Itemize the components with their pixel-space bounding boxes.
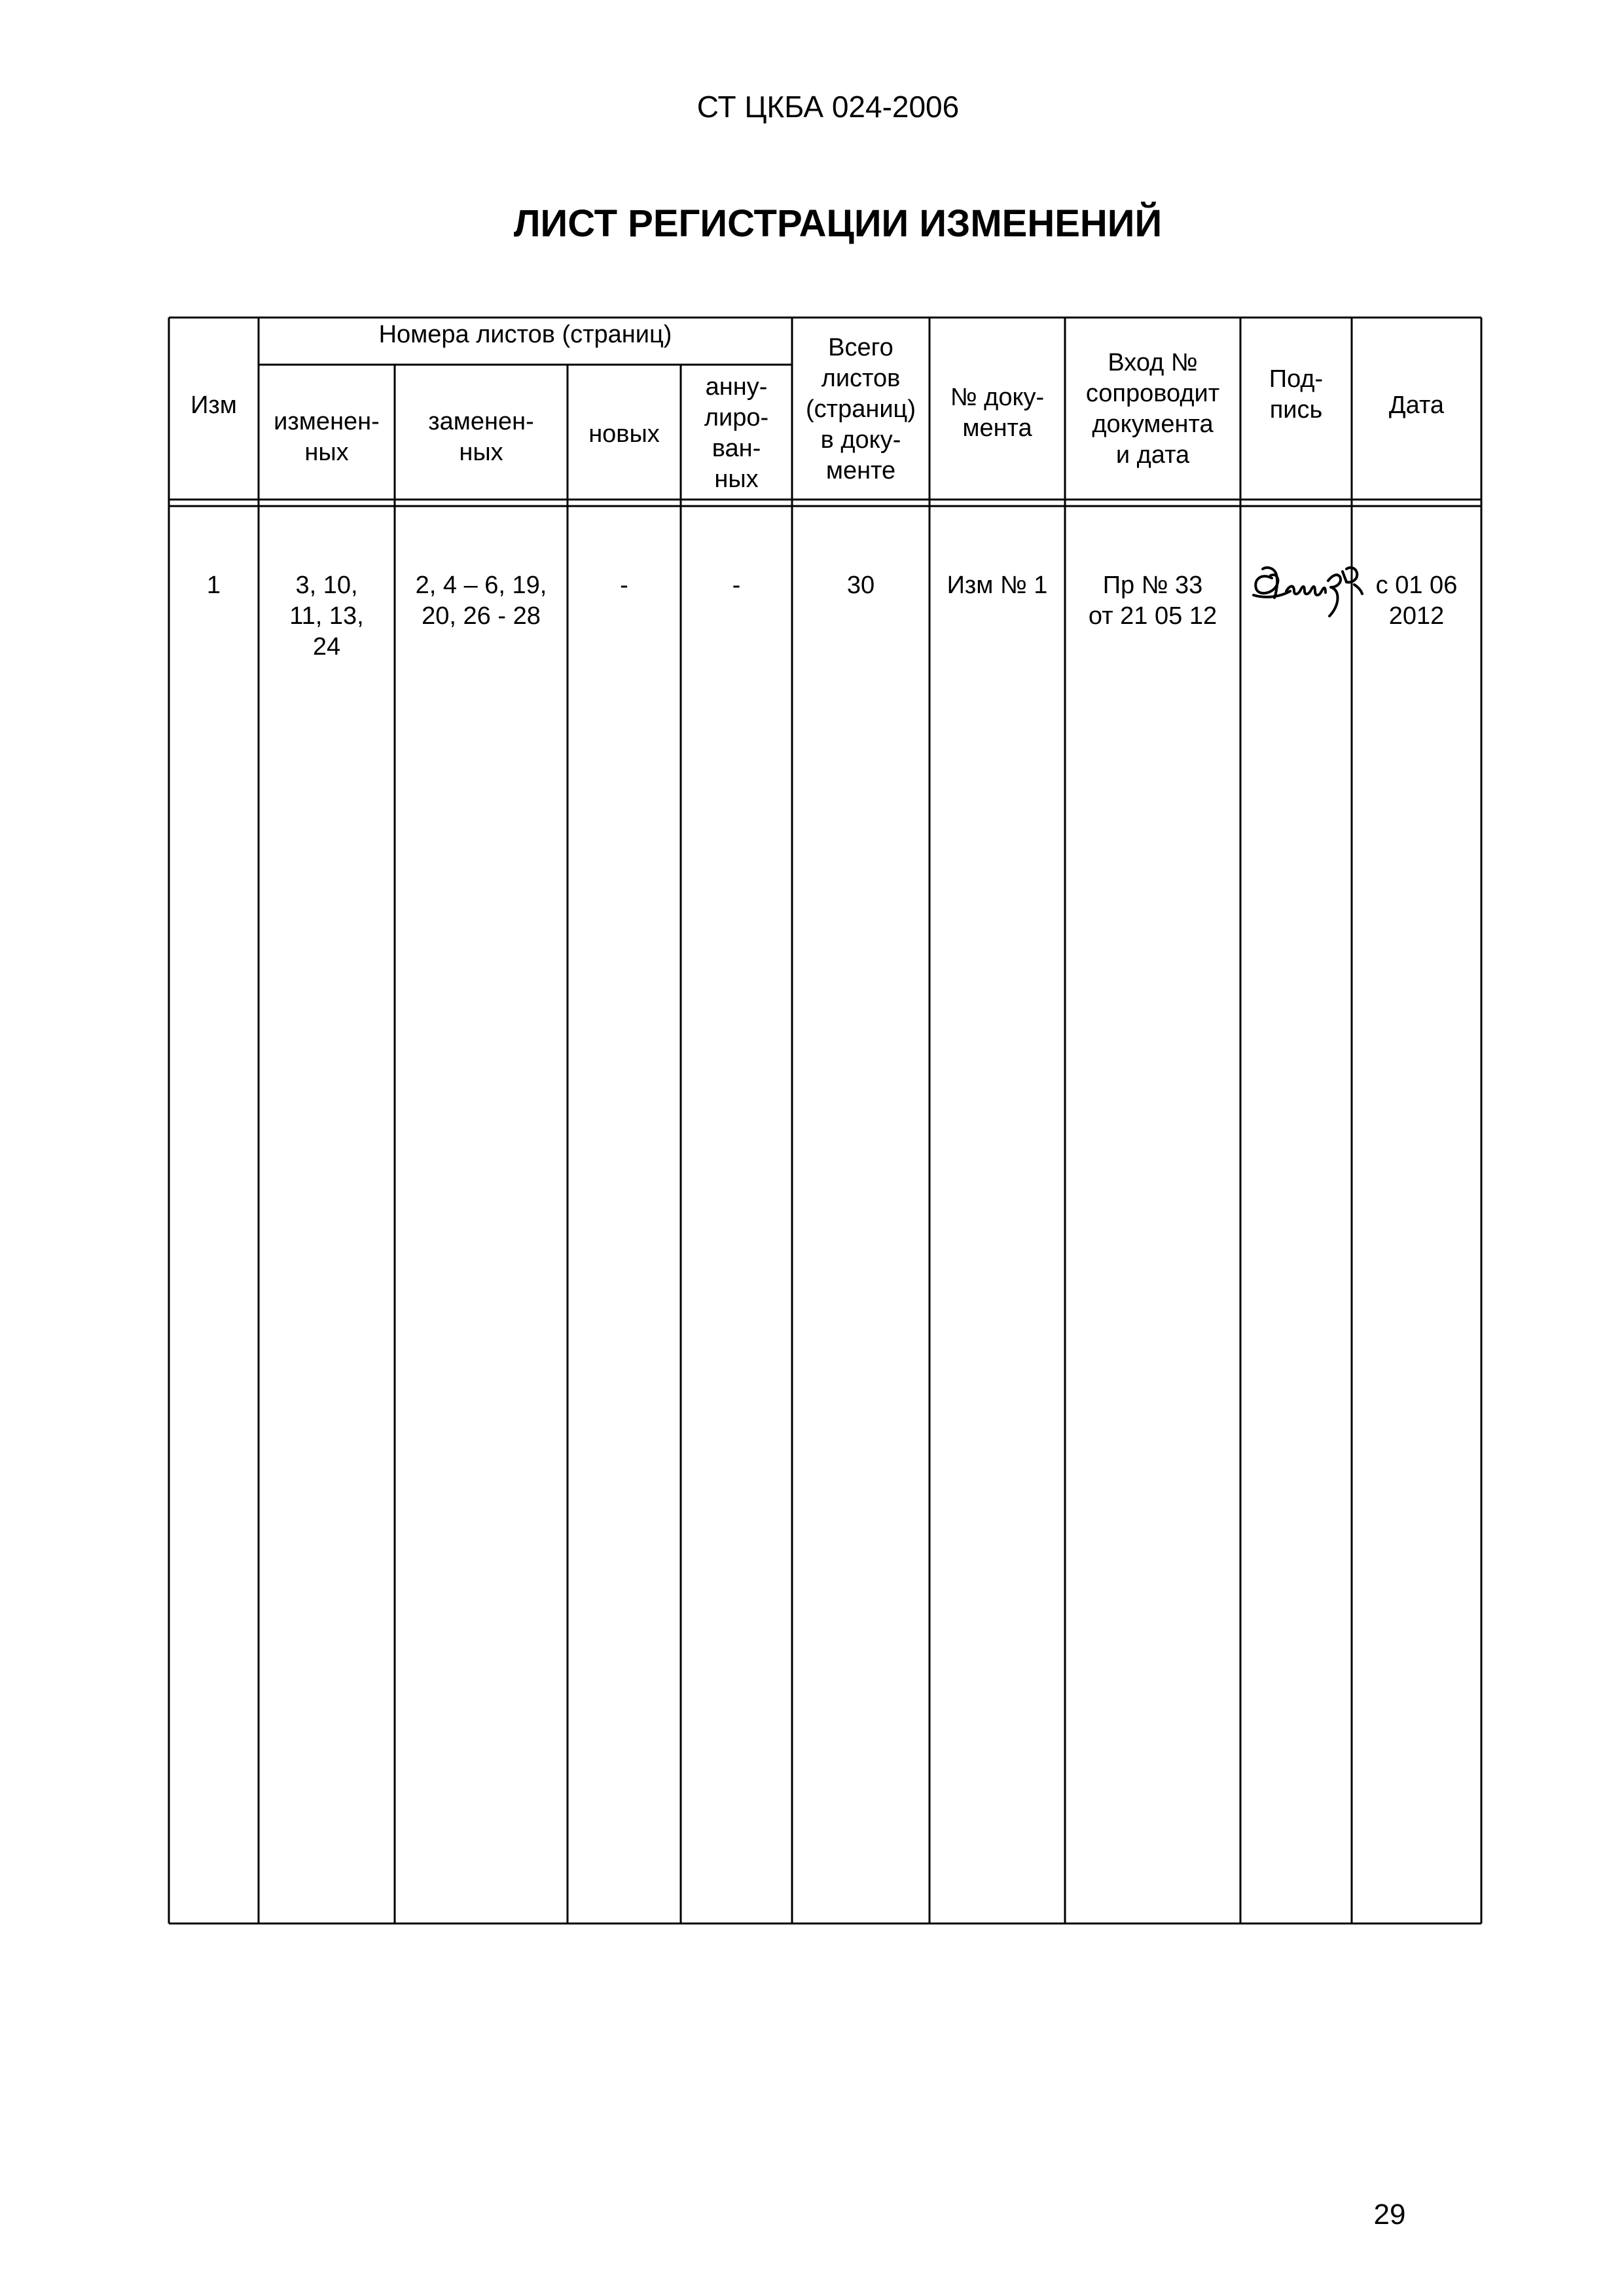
header-annulled: анну- лиро- ван- ных xyxy=(704,373,769,493)
row-change-number: 1 xyxy=(206,572,221,599)
header-date: Дата xyxy=(1388,392,1445,419)
header-document-number: № доку- мента xyxy=(950,384,1045,442)
row-replaced-sheets: 2, 4 – 6, 19, 20, 26 - 28 xyxy=(415,572,547,630)
header-sheet-numbers-group: Номера листов (страниц) xyxy=(378,321,672,348)
document-code: СТ ЦКБА 024-2006 xyxy=(696,90,960,124)
row-changed-sheets: 3, 10, 11, 13, 24 xyxy=(289,572,364,661)
row-new-sheets: - xyxy=(620,572,628,599)
row-date: с 01 06 2012 xyxy=(1375,572,1458,630)
header-signature: Под- пись xyxy=(1269,365,1324,424)
handwritten-signature xyxy=(1247,553,1365,625)
header-total-sheets: Всего листов (страниц) в доку- менте xyxy=(806,334,916,484)
document-title: ЛИСТ РЕГИСТРАЦИИ ИЗМЕНЕНИЙ xyxy=(513,202,1163,245)
header-incoming-document: Вход № сопроводит документа и дата xyxy=(1085,349,1220,469)
row-annulled-sheets: - xyxy=(732,572,741,599)
page-number: 29 xyxy=(1373,2198,1406,2231)
row-document-number: Изм № 1 xyxy=(947,572,1048,599)
row-total-sheets: 30 xyxy=(846,572,875,599)
header-replaced: заменен- ных xyxy=(428,408,534,466)
header-new: новых xyxy=(588,420,660,448)
row-incoming-document: Пр № 33 от 21 05 12 xyxy=(1088,572,1218,630)
header-change: Изм xyxy=(190,392,237,419)
header-changed: изменен- ных xyxy=(274,408,380,466)
